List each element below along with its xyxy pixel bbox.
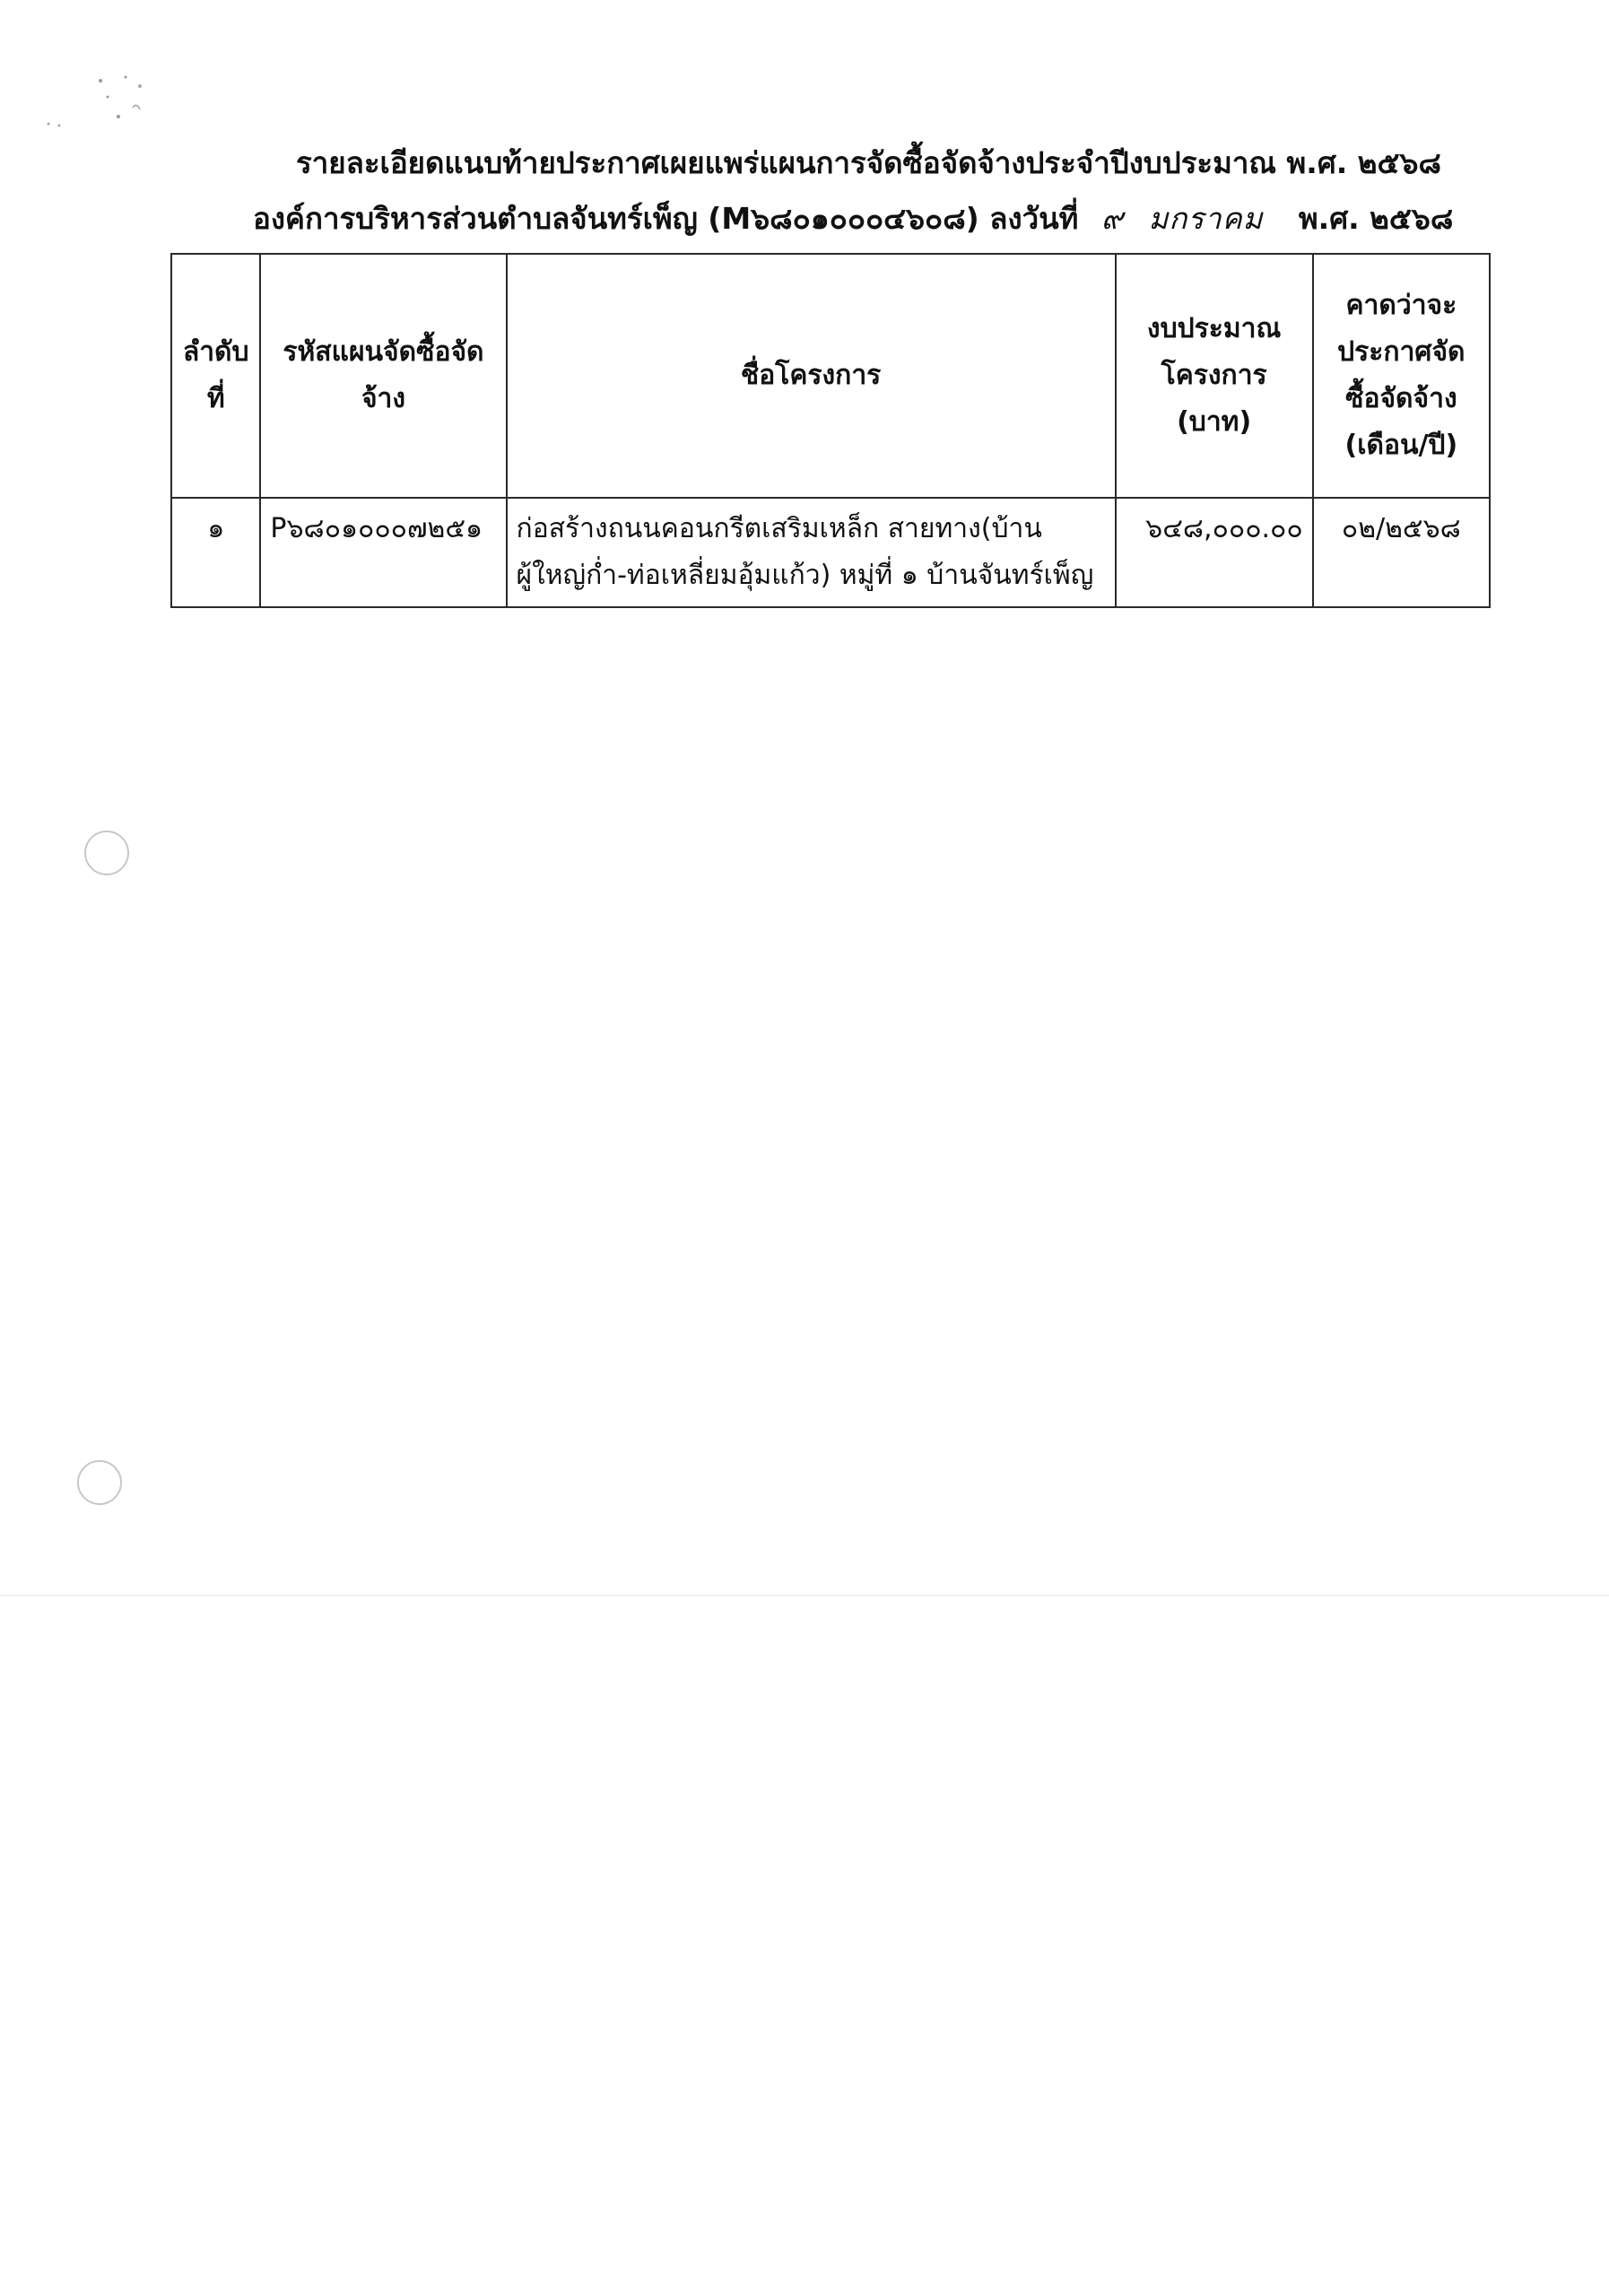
- cell-no: ๑: [171, 498, 260, 607]
- subtitle-suffix: พ.ศ. ๒๕๖๘: [1298, 201, 1454, 236]
- handwritten-day: ๙: [1100, 201, 1125, 236]
- document-subtitle: [253, 199, 1544, 239]
- column-header-budget: งบประมาณโครงการ (บาท): [1116, 254, 1313, 498]
- table-header-row: [171, 254, 1490, 498]
- document-title: [296, 144, 1587, 183]
- cell-budget: ๖๔๘,๐๐๐.๐๐: [1116, 498, 1313, 607]
- handwritten-month: มกราคม: [1148, 201, 1264, 236]
- column-header-expected-month: คาดว่าจะประกาศจัดซื้อจัดจ้าง (เดือน/ปี): [1313, 254, 1490, 498]
- cell-plan-code: P๖๘๐๑๐๐๐๗๒๕๑: [260, 498, 506, 607]
- punch-hole-icon: [84, 831, 129, 875]
- scan-specks: [36, 54, 179, 135]
- cell-expected-month: ๐๒/๒๕๖๘: [1313, 498, 1490, 607]
- punch-hole-icon: [77, 1460, 122, 1505]
- subtitle-prefix: องค์การบริหารส่วนตำบลจันทร์เพ็ญ (M๖๘๐๑๐๐๐๔๖๐๘) ลงวันที่: [253, 201, 1079, 236]
- column-header-no: ลำดับที่: [171, 254, 260, 498]
- paper-fold-line: [0, 1595, 1609, 1596]
- title-line-1: รายละเอียดแนบท้ายประกาศเผยแพร่แผนการจัดซื้อจัดจ้างประจำปีงบประมาณ พ.ศ. ๒๕๖๘: [296, 145, 1441, 180]
- column-header-plan-code: รหัสแผนจัดซื้อจัดจ้าง: [260, 254, 506, 498]
- table-row: [171, 498, 1490, 607]
- procurement-plan-table: [170, 253, 1491, 608]
- cell-project-name: ก่อสร้างถนนคอนกรีตเสริมเหล็ก สายทาง(บ้านผู้ใหญ่ก่ำ-ท่อเหลี่ยมอุ้มแก้ว) หมู่ที่ ๑ บ้านจันทร์เพ็ญ: [507, 498, 1116, 607]
- column-header-project-name: ชื่อโครงการ: [507, 254, 1116, 498]
